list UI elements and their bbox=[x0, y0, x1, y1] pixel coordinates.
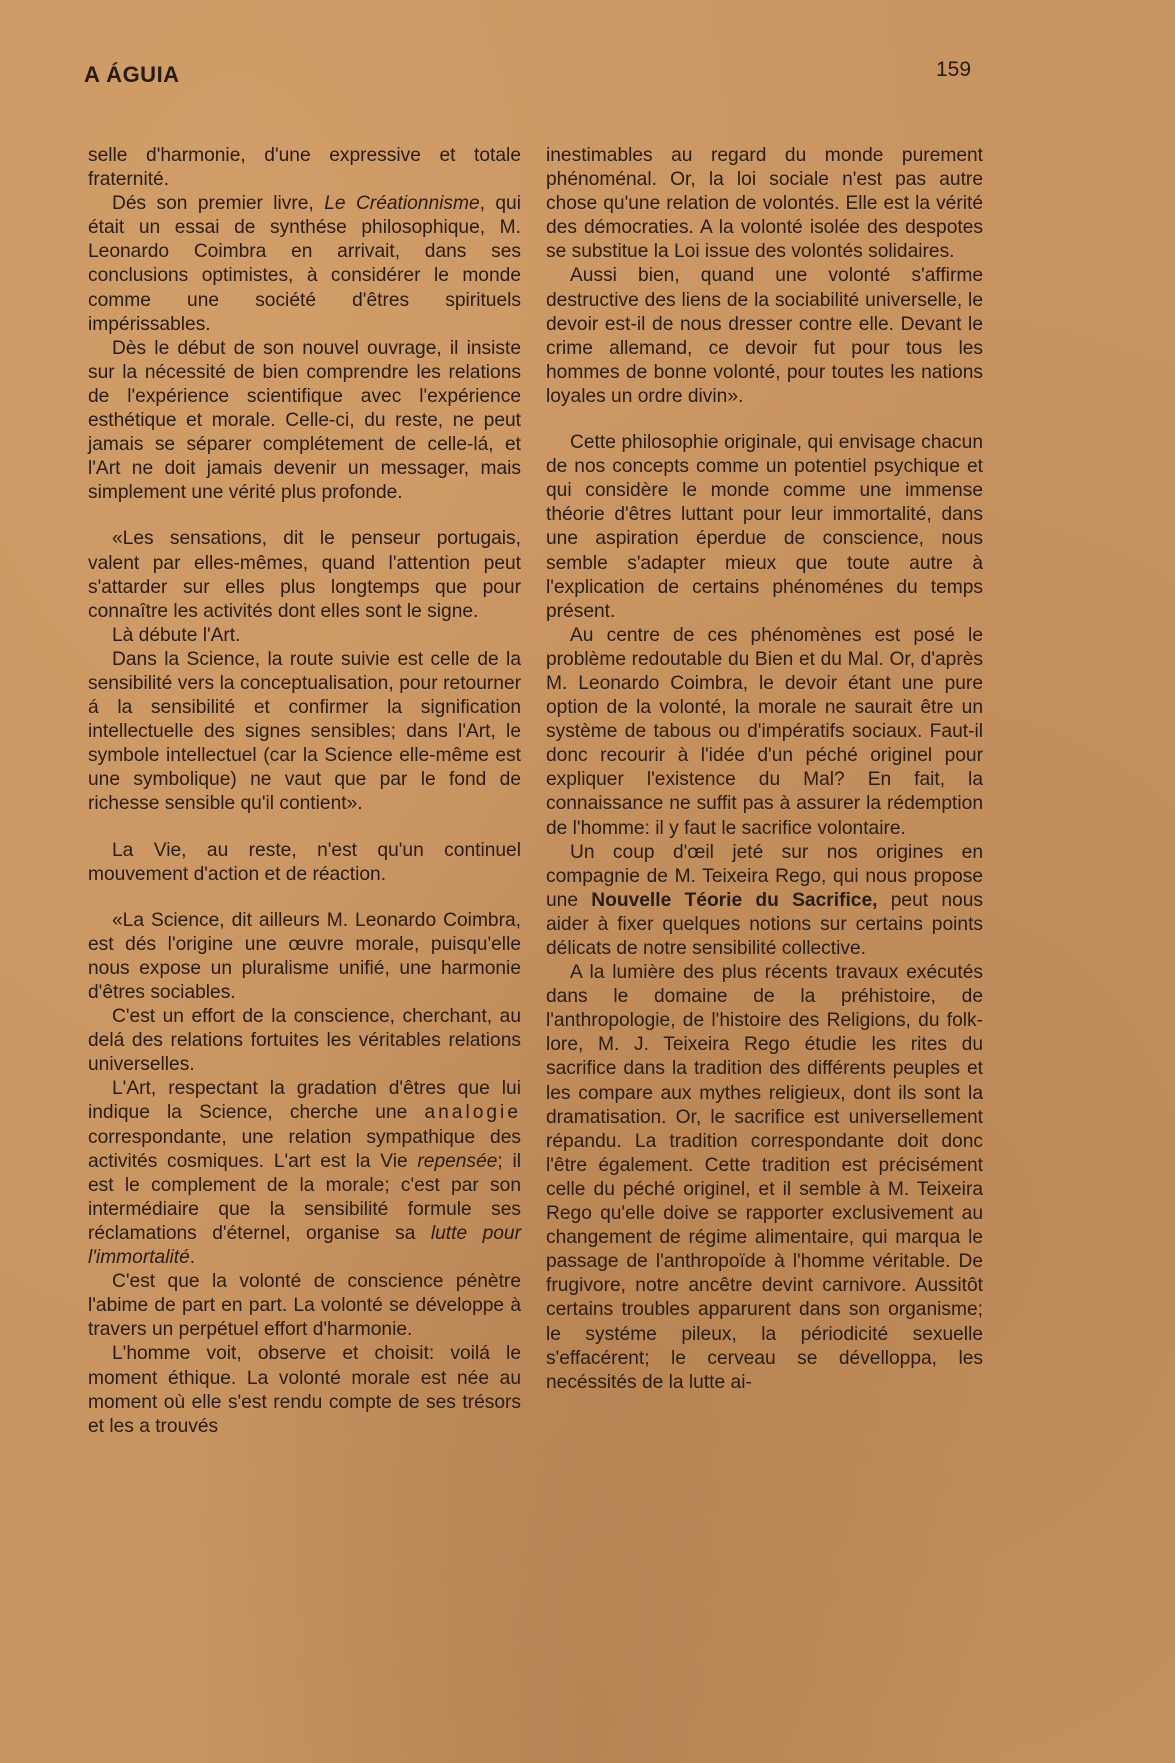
paragraph: selle d'harmonie, d'une expressive et totale fraternité. bbox=[88, 145, 521, 191]
left-column bbox=[88, 144, 521, 1439]
paragraph: Dès le début de son nouvel ouvrage, il insiste sur la nécessité de bien comprendre les relations de l'expérience scientifique avec l'expérience esthétique et morale. Celle-ci, du reste, ne peut jamais se séparer complétement de celle-lá, et l'Art ne doit jamais devenir un messager, mais simplement une vérité plus profonde. bbox=[88, 337, 521, 504]
paragraph: Dés son premier livre, Le Créationnisme, qui était un essai de synthése philosophique, M. Leonardo Coimbra en arrivait, dans ses conclusions optimistes, à considérer le monde comme une société d'êtres spirituels impérissables. bbox=[88, 193, 521, 335]
paragraph: «Les sensations, dit le penseur portugais, valent par elles-mêmes, quand l'attention peut s'attarder sur elles plus longtemps que pour connaître les activités dont elles sont le signe. bbox=[88, 528, 521, 622]
paragraph: La Vie, au reste, n'est qu'un continuel mouvement d'action et de réaction. bbox=[88, 839, 521, 885]
page-number: 159 bbox=[936, 58, 972, 81]
paragraph: Au centre de ces phénomènes est posé le problème redoutable du Bien et du Mal. Or, d'après M. Leonardo Coimbra, le devoir étant une pure option de la volonté, la morale ne saurait être un système de tabous ou d'impératifs sociaux. Faut-il donc recourir à l'idée d'un péché originel pour expliquer l'existence du Mal? En fait, la connaissance ne suffit pas à assurer la rédemption de l'homme: il y faut le sacrifice volontaire. bbox=[546, 624, 983, 839]
paragraph: Dans la Science, la route suivie est celle de la sensibilité vers la conceptualisation, pour retourner á la sensibilité et confirmer la signification intellectuelle des signes sensibles; dans l'Art, le symbole intellectuel (car la Science elle-même est une symbolique) ne vaut que par le fond de richesse sensible qu'il contient». bbox=[88, 648, 521, 815]
paragraph: «La Science, dit ailleurs M. Leonardo Coimbra, est dés l'origine une œuvre morale, puisqu'elle nous expose un pluralisme unifié, une harmonie d'êtres sociables. bbox=[88, 909, 521, 1003]
paragraph: A la lumière des plus récents travaux exécutés dans le domaine de la préhistoire, de l'anthropologie, de l'histoire des Religions, du folk-lore, M. J. Teixeira Rego étudie les rites du sacrifice dans la tradition des différents peuples et les compare aux mythes religieux, dont ils sont la dramatisation. Or, le sacrifice est universellement répandu. La tradition correspondante doit donc l'être également. Cette tradition est précisément celle du péché originel, et il semble à M. Teixeira Rego qu'elle doive se rapporter exclusivement au changement de régime alimentaire, qui marqua le passage de l'anthropoïde à l'homme véritable. De frugivore, notre ancêtre devint carnivore. Aussitôt certains troubles apparurent dans son organisme; le systéme pileux, la périodicité sexuelle s'effacérent; le cerveau se dévelloppa, les necéssités de la lutte ai- bbox=[546, 962, 983, 1393]
paragraph: Cette philosophie originale, qui envisage chacun de nos concepts comme un potentiel psychique et qui considère le monde comme une immense théorie d'êtres luttant pour leur immortalité, dans une aspiration éperdue de conscience, nous semble s'adapter mieux que toute autre à l'explication de certains phénoménes du temps présent. bbox=[546, 432, 983, 622]
paragraph: Un coup d'œil jeté sur nos origines en compagnie de M. Teixeira Rego, qui nous propose une Nouvelle Téorie du Sacrifice, peut nous aider à fixer quelques notions sur certains points délicats de notre sensibilité collective. bbox=[546, 841, 983, 959]
paragraph: inestimables au regard du monde purement phénoménal. Or, la loi sociale n'est pas autre chose qu'une relation de volontés. Elle est la vérité des démocraties. A la volonté isolée des despotes se substitue la Loi issue des volontés solidaires. bbox=[546, 145, 983, 263]
paragraph: Aussi bien, quand une volonté s'affirme destructive des liens de la sociabilité universelle, le devoir est-il de nous dresser contre elle. Devant le crime allemand, ce devoir fut pour tous les hommes de bonne volonté, pour toutes les nations loyales un ordre divin». bbox=[546, 265, 983, 407]
paragraph: C'est un effort de la conscience, cherchant, au delá des relations fortuites les véritables relations universelles. bbox=[88, 1006, 521, 1076]
right-column bbox=[546, 144, 983, 1395]
paragraph: C'est que la volonté de conscience pénètre l'abime de part en part. La volonté se développe à travers un perpétuel effort d'harmonie. bbox=[88, 1271, 521, 1341]
paragraph: Là débute l'Art. bbox=[112, 624, 241, 646]
book-title: Le Créationnisme bbox=[324, 193, 480, 215]
book-title: Nouvelle Téorie du Sacrifice, bbox=[591, 889, 878, 911]
paragraph: L'homme voit, observe et choisit: voilá le moment éthique. La volonté morale est née au moment où elle s'est rendu compte de ses trésors et les a trouvés bbox=[88, 1343, 521, 1437]
paragraph: L'Art, respectant la gradation d'êtres que lui indique la Science, cherche une analogie correspondante, une relation sympathique des activités cosmiques. L'art est la Vie repensée; il est le complement de la morale; c'est par son intermédiaire que la sensibilité formule ses réclamations d'éternel, organise sa lutte pour l'immortalité. bbox=[88, 1078, 522, 1269]
journal-title: A ÁGUIA bbox=[84, 62, 180, 87]
